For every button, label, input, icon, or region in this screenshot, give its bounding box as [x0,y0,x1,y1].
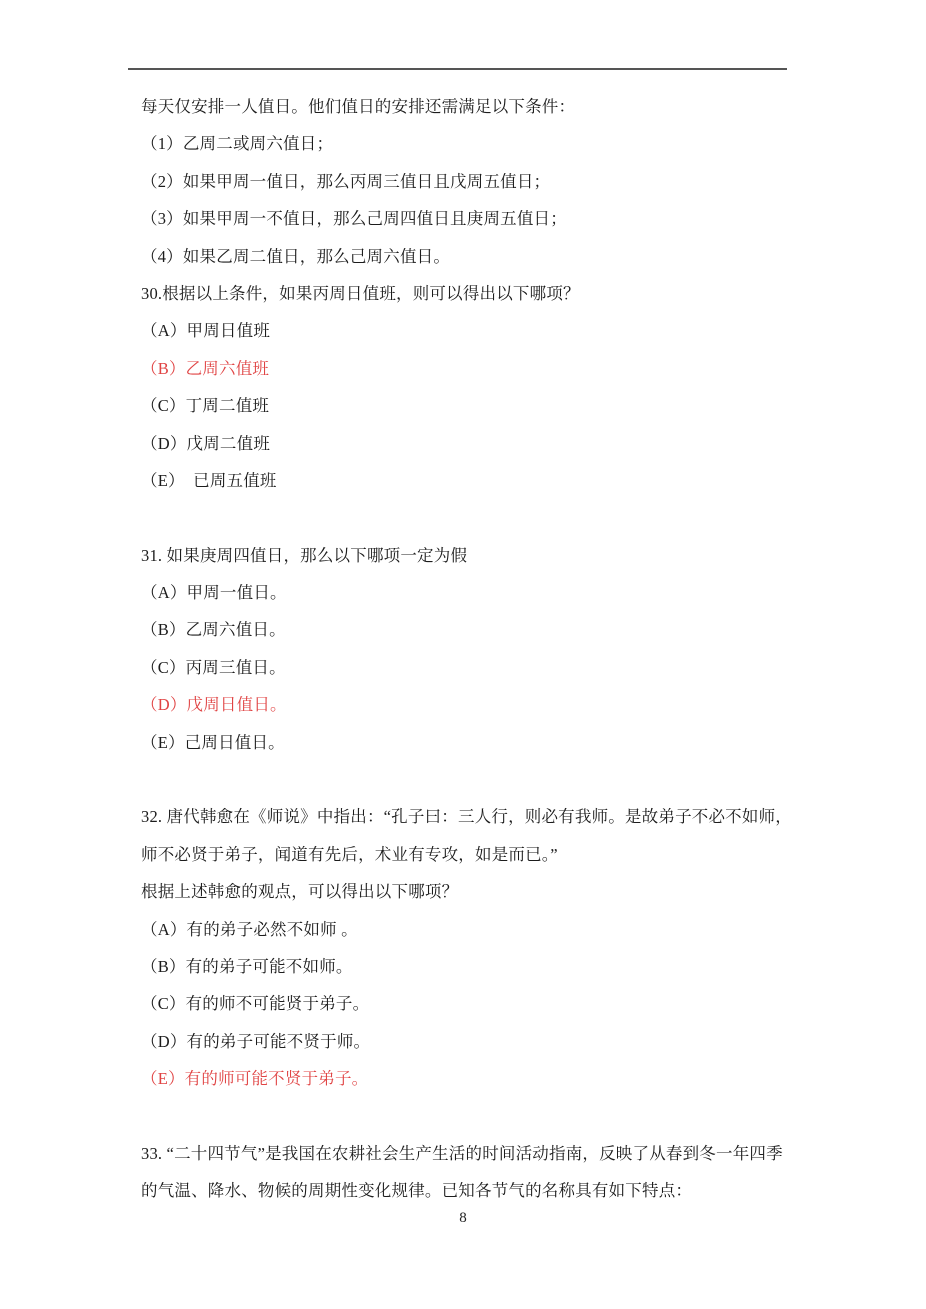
question-31-option-c: （C）丙周三值日。 [141,657,286,677]
spacer [141,1098,796,1135]
header-rule [128,68,787,70]
question-31-stem: 31. 如果庚周四值日，那么以下哪项一定为假 [141,545,468,565]
question-30-option-d: （D）戊周二值班 [141,433,271,453]
question-32-option-b: （B）有的弟子可能不如师。 [141,956,353,976]
question-33-stem-line-1: 33. “二十四节气”是我国在农耕社会生产生活的时间活动指南，反映了从春到冬一年四季 [141,1143,783,1163]
question-31-option-d: （D）戊周日值日。 [141,695,287,715]
condition-2: （2）如果甲周一值日，那么丙周三值日且戊周五值日； [141,171,551,191]
page-content [141,88,796,1210]
question-31-option-a: （A）甲周一值日。 [141,583,287,603]
question-30-option-b: （B）乙周六值班 [141,358,270,378]
condition-3: （3）如果甲周一不值日，那么己周四值日且庚周五值日； [141,209,567,229]
question-30-option-c: （C）丁周二值班 [141,396,270,416]
spacer [141,499,796,536]
question-30-option-a: （A）甲周日值班 [141,321,271,341]
question-32-option-d: （D）有的弟子可能不贤于师。 [141,1031,371,1051]
question-31-option-e: （E）己周日值日。 [141,732,285,752]
question-32-option-c: （C）有的师不可能贤于弟子。 [141,994,370,1014]
question-32-option-a: （A）有的弟子必然不如师 。 [141,919,358,939]
intro-text: 每天仅安排一人值日。他们值日的安排还需满足以下条件： [141,97,576,116]
question-30-option-e: （E） 已周五值班 [141,470,277,490]
condition-1: （1）乙周二或周六值日； [141,134,334,154]
spacer [141,761,796,798]
question-31-option-b: （B）乙周六值日。 [141,620,286,640]
question-33-stem-line-2: 的气温、降水、物候的周期性变化规律。已知各节气的名称具有如下特点： [141,1181,693,1201]
question-32-stem-line-1: 32. 唐代韩愈在《师说》中指出：“孔子曰：三人行，则必有我师。是故弟子不必不如师， [141,807,792,827]
question-30-stem: 30.根据以上条件，如果丙周日值班，则可以得出以下哪项？ [141,283,580,303]
page-number: 8 [459,1210,467,1226]
condition-4: （4）如果乙周二值日，那么己周六值日。 [141,246,451,266]
question-32-stem-line-3: 根据上述韩愈的观点，可以得出以下哪项？ [141,882,459,902]
question-32-stem-line-2: 师不必贤于弟子，闻道有先后，术业有专攻，如是而已。” [141,844,558,864]
question-32-option-e: （E）有的师可能不贤于弟子。 [141,1069,369,1089]
